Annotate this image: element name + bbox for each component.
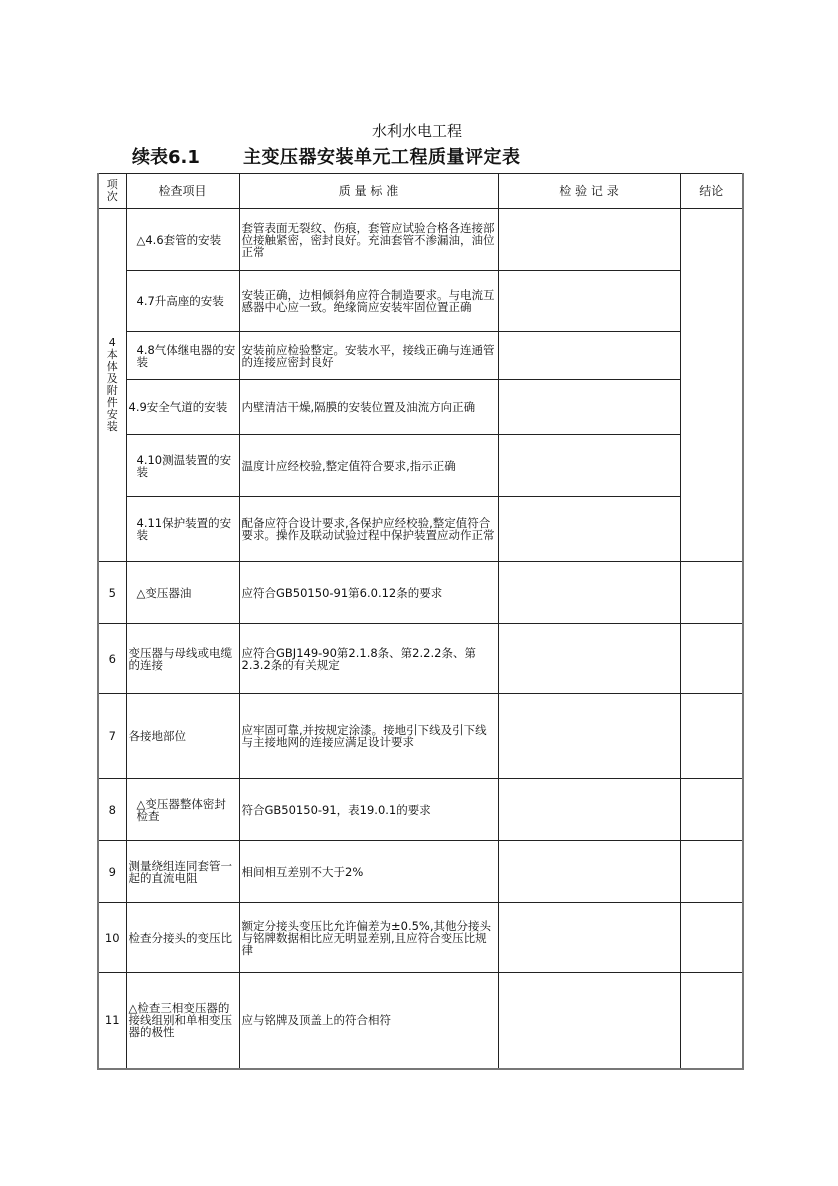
- check-item: 4.9安全气道的安装: [126, 380, 239, 435]
- row-number: 9: [98, 841, 126, 903]
- col-header-no: 项次: [98, 174, 126, 209]
- quality-standard: 应与铭牌及顶盖上的符合相符: [239, 973, 498, 1069]
- inspection-record[interactable]: [498, 903, 680, 973]
- quality-standard: 应符合GBJ149-90第2.1.8条、第2.2.2条、第2.3.2条的有关规定: [239, 624, 498, 694]
- inspection-record[interactable]: [498, 562, 680, 624]
- check-item: △检查三相变压器的接线组别和单相变压器的极性: [126, 973, 239, 1069]
- col-header-standard: 质 量 标 准: [239, 174, 498, 209]
- table-row: [98, 332, 743, 380]
- row-number: 10: [98, 903, 126, 973]
- quality-standard: 额定分接头变压比允许偏差为±0.5%,其他分接头与铭牌数据相比应无明显差别,且应符合变压比规律: [239, 903, 498, 973]
- table-row: [98, 903, 743, 973]
- check-item: 变压器与母线或电缆的连接: [126, 624, 239, 694]
- group-label: 4本体及附件安装: [106, 336, 118, 433]
- check-item: 检查分接头的变压比: [126, 903, 239, 973]
- inspection-record[interactable]: [498, 497, 680, 562]
- conclusion-cell[interactable]: [680, 694, 743, 779]
- row-number: 5: [98, 562, 126, 624]
- quality-standard: 配备应符合设计要求,各保护应经校验,整定值符合要求。操作及联动试验过程中保护装置应动作正常: [239, 497, 498, 562]
- conclusion-cell[interactable]: [680, 562, 743, 624]
- inspection-record[interactable]: [498, 779, 680, 841]
- check-item: 各接地部位: [126, 694, 239, 779]
- table-row: [98, 973, 743, 1069]
- row-number: 8: [98, 779, 126, 841]
- subtitle-text: 水利水电工程: [372, 122, 463, 140]
- inspection-record[interactable]: [498, 209, 680, 271]
- inspection-record[interactable]: [498, 332, 680, 380]
- inspection-record[interactable]: [498, 271, 680, 332]
- quality-standard: 符合GB50150-91，表19.0.1的要求: [239, 779, 498, 841]
- check-item: 4.11保护装置的安装: [126, 497, 239, 562]
- quality-standard: 温度计应经校验,整定值符合要求,指示正确: [239, 435, 498, 497]
- conclusion-cell[interactable]: [680, 624, 743, 694]
- check-item: 4.10测温装置的安装: [126, 435, 239, 497]
- group-label-cell: [98, 209, 126, 562]
- check-item: 测量绕组连同套管一起的直流电阻: [126, 841, 239, 903]
- quality-standard: 相间相互差别不大于2%: [239, 841, 498, 903]
- table-row: [98, 841, 743, 903]
- row-number: 7: [98, 694, 126, 779]
- inspection-record[interactable]: [498, 435, 680, 497]
- check-item: △4.6套管的安装: [126, 209, 239, 271]
- row-number: 11: [98, 973, 126, 1069]
- evaluation-table: [97, 173, 744, 1070]
- table-number: 续表6.1: [132, 147, 200, 168]
- conclusion-cell[interactable]: [680, 903, 743, 973]
- table-row: [98, 624, 743, 694]
- col-header-conclusion: 结论: [680, 174, 743, 209]
- col-header-record: 检 验 记 录: [498, 174, 680, 209]
- inspection-record[interactable]: [498, 694, 680, 779]
- table-row: [98, 435, 743, 497]
- check-item: △变压器油: [126, 562, 239, 624]
- table-row: [98, 380, 743, 435]
- quality-standard: 安装正确，边相倾斜角应符合制造要求。与电流互感器中心应一致。绝缘筒应安装牢固位置正确: [239, 271, 498, 332]
- table-row: [98, 271, 743, 332]
- inspection-record[interactable]: [498, 624, 680, 694]
- conclusion-cell[interactable]: [680, 209, 743, 562]
- quality-standard: 应牢固可靠,并按规定涂漆。接地引下线及引下线与主接地网的连接应满足设计要求: [239, 694, 498, 779]
- inspection-record[interactable]: [498, 841, 680, 903]
- quality-standard: 套管表面无裂纹、伤痕，套管应试验合格各连接部位接触紧密，密封良好。充油套管不渗漏油，油位正常: [239, 209, 498, 271]
- conclusion-cell[interactable]: [680, 841, 743, 903]
- table-row: [98, 779, 743, 841]
- row-number: 6: [98, 624, 126, 694]
- conclusion-cell[interactable]: [680, 973, 743, 1069]
- col-header-item: 检查项目: [126, 174, 239, 209]
- inspection-record[interactable]: [498, 973, 680, 1069]
- inspection-record[interactable]: [498, 380, 680, 435]
- table-row: [98, 497, 743, 562]
- table-row: [98, 562, 743, 624]
- header-row: [98, 174, 743, 209]
- quality-standard: 安装前应检验整定。安装水平，接线正确与连通管的连接应密封良好: [239, 332, 498, 380]
- table-row: [98, 209, 743, 271]
- check-item: 4.8气体继电器的安装: [126, 332, 239, 380]
- check-item: △变压器整体密封检查: [126, 779, 239, 841]
- table-row: [98, 694, 743, 779]
- page-title: 主变压器安装单元工程质量评定表: [243, 147, 521, 168]
- conclusion-cell[interactable]: [680, 779, 743, 841]
- quality-standard: 应符合GB50150-91第6.0.12条的要求: [239, 562, 498, 624]
- quality-standard: 内壁清洁干燥,隔膜的安装位置及油流方向正确: [239, 380, 498, 435]
- check-item: 4.7升高座的安装: [126, 271, 239, 332]
